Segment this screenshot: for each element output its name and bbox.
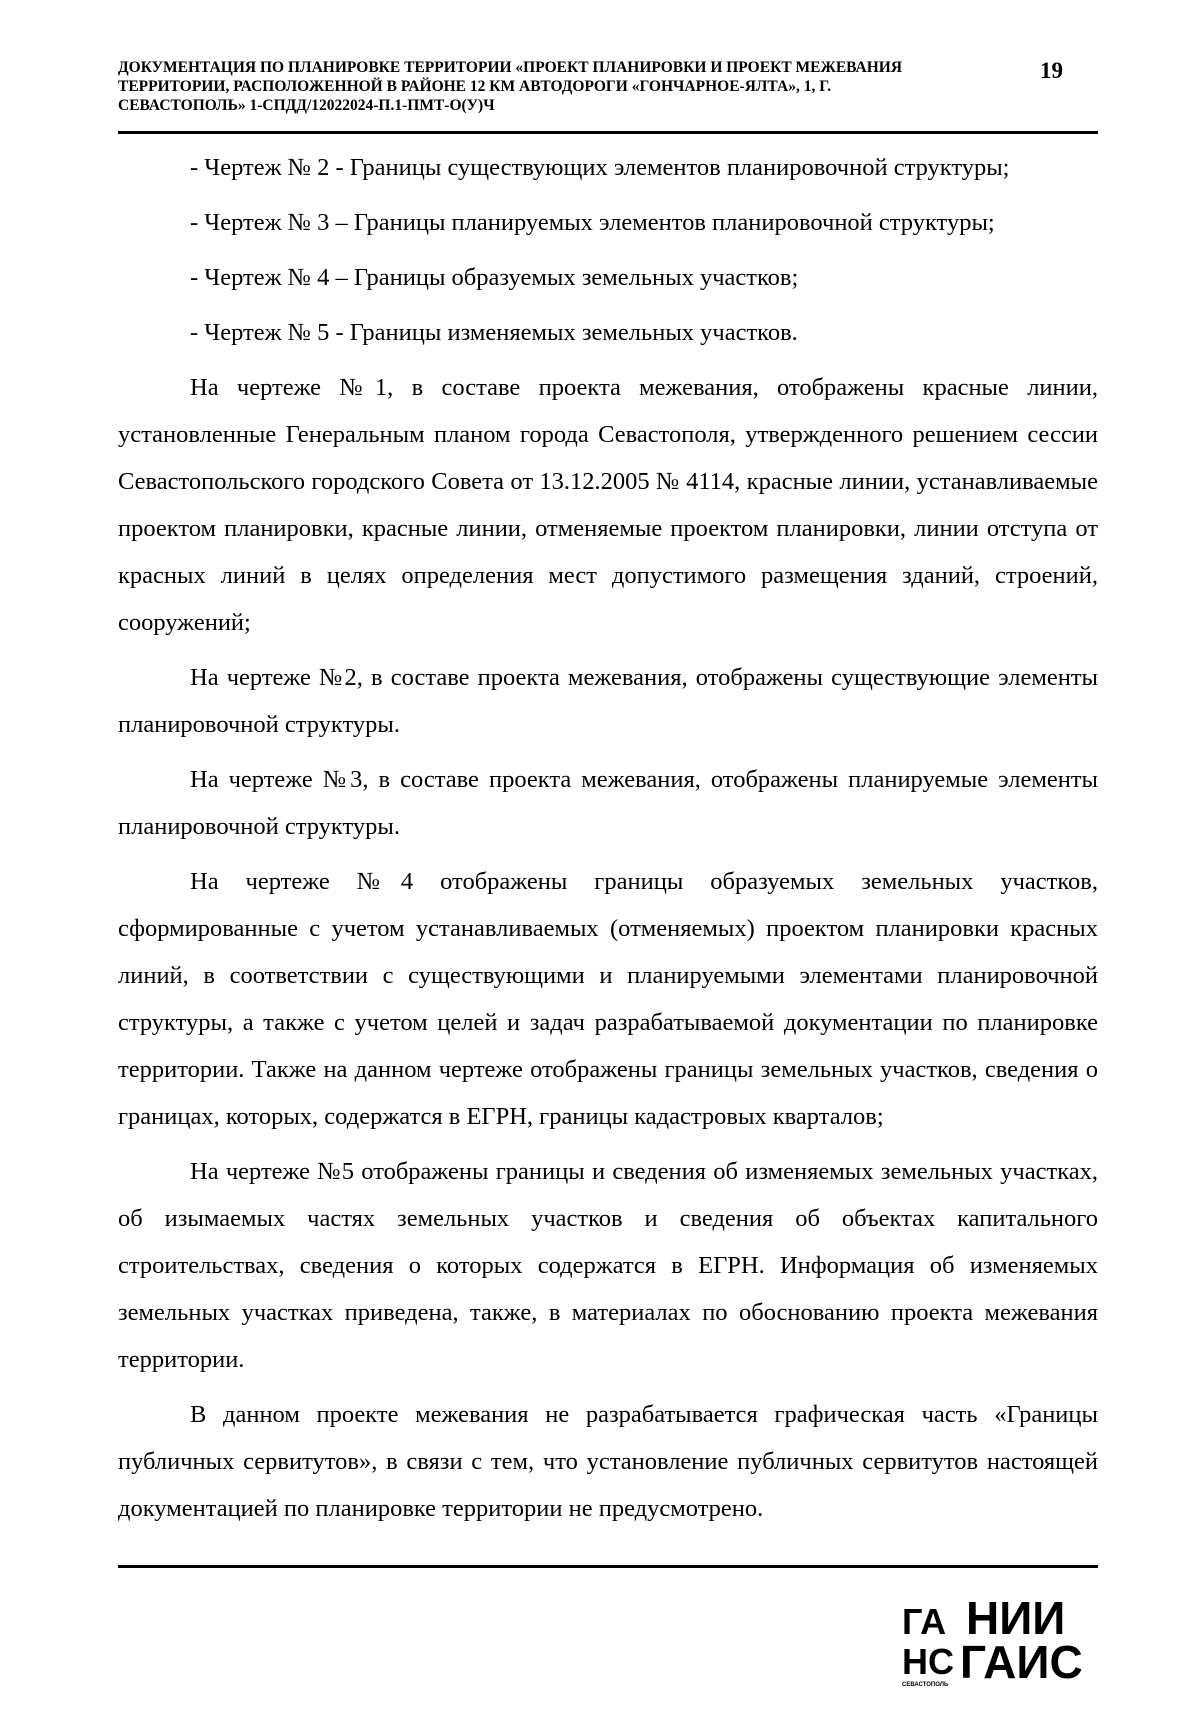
nii-gais-logo bbox=[900, 1590, 1090, 1690]
logo-word-top: НИИ bbox=[966, 1592, 1066, 1644]
header-title bbox=[118, 58, 1018, 115]
page-number: 19 bbox=[1040, 58, 1063, 83]
paragraph: На чертеже №2, в составе проекта межевания, отображены существующие элементы планировочной структуры. bbox=[118, 664, 1098, 738]
list-item: - Чертеж № 4 – Границы образуемых земельных участков; bbox=[190, 264, 799, 291]
header-divider bbox=[118, 131, 1098, 134]
logo-mark-bottom: НС bbox=[902, 1641, 954, 1682]
logo-mark-top: ГА bbox=[902, 1601, 947, 1642]
paragraph: В данном проекте межевания не разрабатывается графическая часть «Границы публичных сервитутов», в связи с тем, что установление публичных сервитутов настоящей документацией по планировке территории не предусмотрено. bbox=[118, 1401, 1098, 1522]
footer-divider bbox=[118, 1565, 1098, 1568]
document-header bbox=[118, 58, 1018, 115]
paragraph: На чертеже №3, в составе проекта межевания, отображены планируемые элементы планировочной структуры. bbox=[118, 766, 1098, 840]
logo-word-bottom: ГАИС bbox=[960, 1636, 1083, 1688]
list-item: - Чертеж № 5 - Границы изменяемых земельных участков. bbox=[190, 319, 798, 346]
header-line-2: ТЕРРИТОРИИ, РАСПОЛОЖЕННОЙ В РАЙОНЕ 12 КМ АВТОДОРОГИ «ГОНЧАРНОЕ-ЯЛТА», 1, Г. bbox=[118, 78, 832, 95]
paragraph: На чертеже №4 отображены границы образуемых земельных участков, сформированные с учетом устанавливаемых (отменяемых) проектом планировки красных линий, в соответствии с существующими и планируемыми элементами планировочной структуры, а также с учетом целей и задач разрабатываемой документации по планировке территории. Также на данном чертеже отображены границы земельных участков, сведения о границах, которых, содержатся в ЕГРН, границы кадастровых кварталов; bbox=[118, 868, 1098, 1130]
list-item: - Чертеж № 3 – Границы планируемых элементов планировочной структуры; bbox=[190, 209, 995, 236]
list-item: - Чертеж № 2 - Границы существующих элементов планировочной структуры; bbox=[190, 154, 1010, 181]
paragraph: На чертеже №1, в составе проекта межевания, отображены красные линии, установленные Генеральным планом города Севастополя, утвержденного решением сессии Севастопольского городского Совета от 13.12.2005 № 4114, красные линии, устанавливаемые проектом планировки, красные линии, отменяемые проектом планировки, линии отступа от красных линий в целях определения мест допустимого размещения зданий, строений, сооружений; bbox=[118, 374, 1098, 636]
document-body bbox=[118, 144, 1098, 1532]
logo-caption: СЕВАСТОПОЛЬ bbox=[902, 1682, 949, 1688]
header-line-3: СЕВАСТОПОЛЬ» 1-СПДД/12022024-П.1-ПМТ-О(У)Ч bbox=[118, 97, 495, 114]
paragraph: На чертеже №5 отображены границы и сведения об изменяемых земельных участках, об изымаемых частях земельных участков и сведения об объектах капитального строительствах, сведения о которых содержатся в ЕГРН. Информация об изменяемых земельных участках приведена, также, в материалах по обоснованию проекта межевания территории. bbox=[118, 1158, 1098, 1373]
header-line-1: ДОКУМЕНТАЦИЯ ПО ПЛАНИРОВКЕ ТЕРРИТОРИИ «ПРОЕКТ ПЛАНИРОВКИ И ПРОЕКТ МЕЖЕВАНИЯ bbox=[118, 59, 903, 76]
